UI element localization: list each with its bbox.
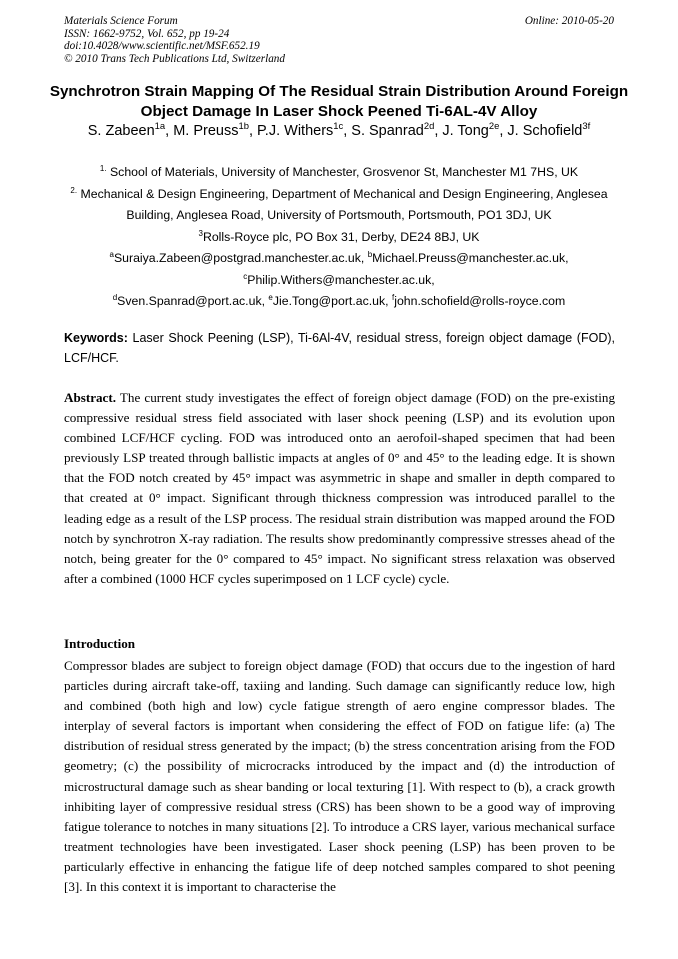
paper-title: Synchrotron Strain Mapping Of The Residual Strain Distribution Around Foreign Object Damage In Laser Shock Peened Ti-6AL-4V Alloy — [49, 83, 629, 120]
author: M. Preuss$^{1b}$, — [173, 120, 257, 139]
email-link[interactable]: Philip.Withers@manchester.ac.uk, — [247, 272, 435, 287]
email-line-3: $^d$Sven.Spanrad@port.ac.uk, $^e$Jie.Tong@port.ac.uk, $^f$john.schofield@rolls-royce.com — [112, 292, 566, 308]
affiliations — [56, 162, 622, 313]
email-line-2: $^c$Philip.Withers@manchester.ac.uk, — [243, 271, 435, 287]
issn-line: ISSN: 1662-9752, Vol. 652, pp 19-24 — [64, 27, 230, 40]
journal-name: Materials Science Forum — [64, 15, 178, 27]
author: S. Spanrad$^{2d}$, — [351, 120, 443, 139]
email-line-1: $^a$Suraiya.Zabeen@postgrad.manchester.ac.uk, $^b$Michael.Preuss@manchester.ac.uk, — [109, 249, 569, 265]
author-list — [60, 121, 618, 141]
doi-line: doi:10.4028/www.scientific.net/MSF.652.19 — [64, 40, 260, 52]
author: J. Schofield$^{3f}$ — [507, 120, 591, 139]
author: J. Tong$^{2e}$, — [442, 120, 508, 139]
affiliation-3: $^3$Rolls-Royce plc, PO Box 31, Derby, DE24 8BJ, UK — [198, 228, 480, 244]
email-link[interactable]: Suraiya.Zabeen@postgrad.manchester.ac.uk, — [113, 251, 368, 265]
copyright-line: © 2010 Trans Tech Publications Ltd, Switzerland — [64, 52, 285, 65]
email-link[interactable]: john.schofield@rolls-royce.com — [394, 294, 566, 308]
email-link[interactable]: Sven.Spanrad@port.ac.uk, — [117, 294, 269, 308]
keywords-text: Laser Shock Peening (LSP), Ti-6Al-4V, residual stress, foreign object damage (FOD), LCF/HCF. — [64, 331, 615, 365]
abstract-label: Abstract. — [64, 390, 116, 405]
keywords-label: Keywords: — [64, 331, 128, 345]
abstract — [64, 388, 615, 589]
online-date: Online: 2010-05-20 — [524, 15, 614, 27]
email-link[interactable]: Michael.Preuss@manchester.ac.uk, — [372, 251, 569, 265]
affiliation-1: $^{1.}$ School of Materials, University of Manchester, Grosvenor St, Manchester M1 7HS, UK — [99, 163, 579, 179]
abstract-text: The current study investigates the effect of foreign object damage (FOD) on the pre-existing compressive residual stress field associated with laser shock peening (LSP) and its evolution upon combined LCF/HCF cycling. FOD was introduced onto an aerofoil-shaped specimen that had been previously LSP treated through ballistic impacts at angles of 0° and 45° to the leading edge. It is shown that the FOD notch created by 45° impact was asymmetric in shape and smaller in depth compared to that created at 0° impact. Significant through thickness compression was introduced parallel to the leading edge as a result of the LSP process. The residual strain distribution was mapped around the FOD notch by synchrotron X-ray radiation. The results show predominantly compressive stresses ahead of the notch, being greater for the 0° compared to 45° impact. No significant stress relaxation was observed after a combined (1000 HCF cycles superimposed on 1 LCF cycle) cycle. — [64, 390, 615, 586]
affiliation-2: $^{2.}$ Mechanical & Design Engineering, Department of Mechanical and Design Engineering, Anglesea Building, Anglesea Road, University of Portsmouth, Portsmouth, PO1 3DJ, UK — [70, 185, 608, 222]
journal-header — [64, 15, 285, 65]
author: S. Zabeen$^{1a}$, — [87, 120, 174, 139]
introduction-text: Compressor blades are subject to foreign object damage (FOD) that occurs due to the ingestion of hard particles during aircraft take-off, taxiing and landing. Such damage can significantly reduce low, high and combined (both high and low) cycle fatigue strength of aero engine compressor blades. The interplay of several factors is important when considering the effect of FOD on fatigue life: (a) The distribution of residual stress generated by the impact; (b) the stress concentration arising from the FOD geometry; (c) the possibility of microcracks introduced by the impact and (d) the introduction of microstructural damage such as shear banding or local texturing [1]. With respect to (b), a crack growth inhibiting layer of compressive residual stress (CRS) has been shown to be a good way of improving fatigue tolerance to notches in many situations [2]. To introduce a CRS layer, various mechanical surface treatment technologies have been investigated. Laser shock peening (LSP) has been proven to be particularly effective in enhancing the fatigue life of deep notched samples compared to shot peening [3]. In this context it is important to characterise the — [64, 658, 615, 895]
introduction-heading: Introduction — [64, 636, 136, 651]
email-link[interactable]: Jie.Tong@port.ac.uk, — [272, 294, 392, 308]
author: P.J. Withers$^{1c}$, — [257, 120, 352, 139]
keywords — [64, 328, 615, 368]
